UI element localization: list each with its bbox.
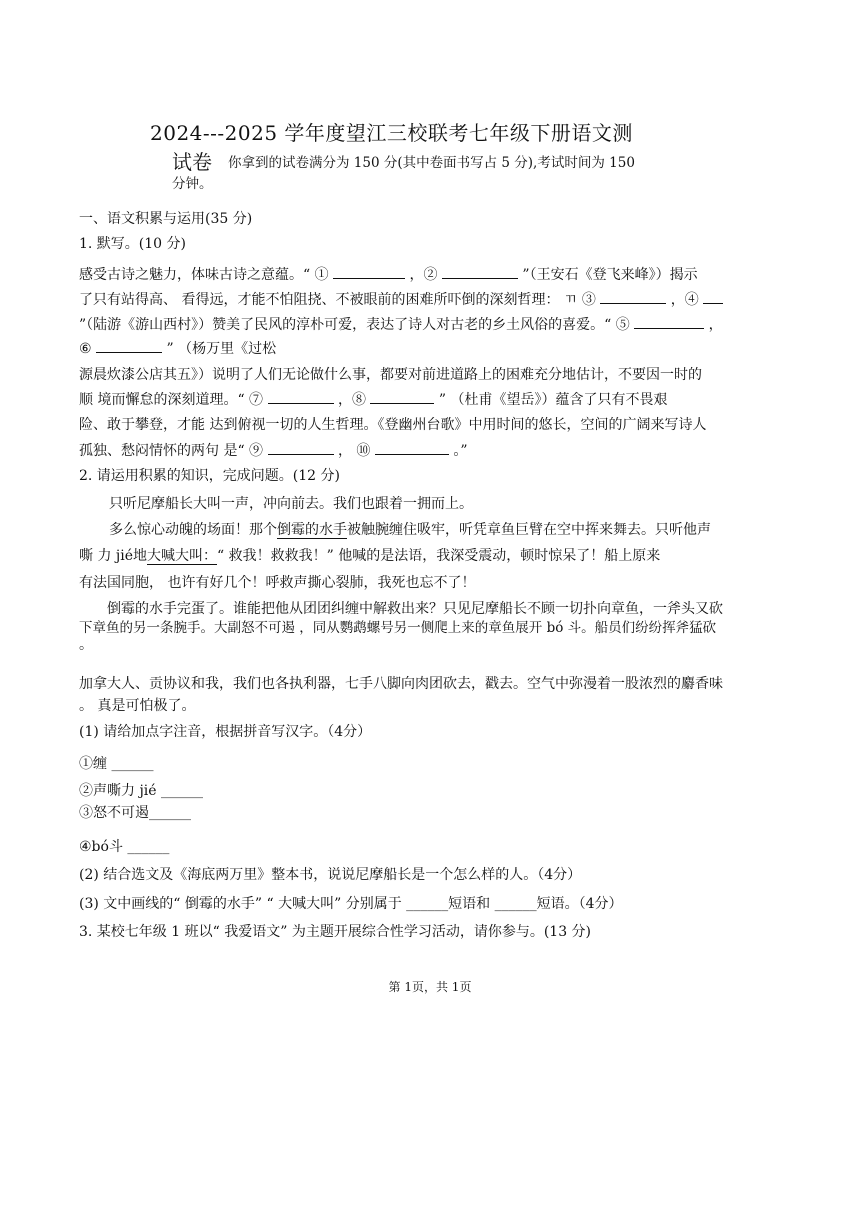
passage-paragraph-3: 倒霉的水手完蛋了。谁能把他从团团纠缠中解救出来？只见尼摩船长不顾一切扑向章鱼，一斧头又砍 [107, 601, 723, 617]
q1-line-4: ⑥ ” （杨万里《过松 [79, 338, 276, 358]
q1-line-1: 感受古诗之魅力，体味古诗之意蕴。“ ① ，② ”（王安石《登飞来峰》）揭示 [79, 264, 698, 284]
exam-intro-continued: 分钟。 [172, 176, 213, 192]
passage-paragraph-4-end: 。 真是可怕极了。 [79, 698, 196, 714]
q1-line-7: 险、敢于攀登，才能 达到俯视一切的人生哲理。《登幽州台歌》中用时间的悠长，空间的广阔来写诗人 [79, 417, 707, 433]
q1-line-8: 孤独、愁闷情怀的两句 是“ ⑨ ， ⑩ 。” [79, 440, 468, 460]
sub-question-2: (2) 结合选文及《海底两万里》整本书，说说尼摩船长是一个怎么样的人。（4分） [79, 867, 582, 883]
sub-question-1-item-2[interactable]: ②声嘶力 jié ______ [79, 783, 204, 799]
passage-paragraph-3-cont: 下章鱼的另一条腕手。大副怒不可遏 ，同从鹦鹉螺号另一侧爬上来的章鱼展开 bó 斗。船员们纷纷挥斧猛砍 [79, 620, 717, 636]
sub-question-1-item-4[interactable]: ④bó斗 ______ [79, 839, 170, 855]
q1-line-3: ”（陆游《游山西村》）赞美了民风的淳朴可爱，表达了诗人对古老的乡土风俗的喜爱。“ ⑤ ， [79, 314, 723, 334]
q1-line-2: 了只有站得高、 看得远，才能不怕阻挠、不被眼前的困难所吓倒的深刻哲理： ㄲ ③ ，④ [79, 289, 723, 309]
answer-blank-1[interactable] [333, 264, 405, 279]
answer-blank-10[interactable] [375, 440, 449, 455]
exam-title-continued: 试卷 [172, 150, 212, 174]
answer-blank-9[interactable] [268, 440, 334, 455]
q1-line-6: 顺 境而懈怠的深刻道理。“ ⑦ ，⑧ ” （杜甫《望岳》）蕴含了只有不畏艰 [79, 389, 667, 409]
passage-paragraph-2-cont: 嘶 力 jié地大喊大叫：“ 救我！救救我！” 他喊的是法语，我深受震动，顿时惊呆了！船上原来 [79, 548, 661, 564]
passage-paragraph-2-end: 有法国同胞， 也许有好几个！呼救声撕心裂肺，我死也忘不了！ [79, 575, 476, 591]
underlined-phrase-1: 倒霉的水手 [277, 522, 347, 538]
answer-blank-4[interactable] [703, 289, 723, 304]
sub-question-1: (1) 请给加点字注音，根据拼音写汉字。（4分） [79, 724, 372, 740]
passage-paragraph-3-end: 。 [79, 637, 93, 653]
answer-blank-6[interactable] [96, 338, 162, 353]
page-footer: 第 1页，共 1页 [388, 980, 472, 994]
section-heading: 一、语文积累与运用(35 分) [79, 211, 253, 227]
answer-blank-3[interactable] [600, 289, 666, 304]
answer-blank-2[interactable] [442, 264, 518, 279]
question-1-heading: 1. 默写。(10 分) [79, 236, 186, 252]
answer-blank-8[interactable] [370, 389, 434, 404]
answer-blank-5[interactable] [634, 314, 704, 329]
question-2-heading: 2. 请运用积累的知识，完成问题。(12 分) [79, 468, 340, 484]
passage-paragraph-2: 多么惊心动魄的场面！那个倒霉的水手被触腕缠住吸牢，听凭章鱼巨臂在空中挥来舞去。只听他声 [109, 522, 711, 538]
sub-question-1-item-3[interactable]: ③怒不可遏______ [79, 805, 191, 821]
exam-title: 2024---2025 学年度望江三校联考七年级下册语文测 [150, 121, 633, 145]
question-3-heading: 3. 某校七年级 1 班以“ 我爱语文” 为主题开展综合性学习活动，请你参与。(13 分) [79, 924, 592, 940]
passage-paragraph-4: 加拿大人、贡协议和我，我们也各执利器，七手八脚向肉团砍去，戳去。空气中弥漫着一股浓烈的麝香味 [79, 676, 723, 692]
q1-line-5: 源晨炊漆公店其五》）说明了人们无论做什么事，都要对前进道路上的困难充分地估计，不要因一时的 [79, 367, 702, 383]
sub-question-3: (3) 文中画线的“ 倒霉的水手” “ 大喊大叫” 分别属于 ______短语和 ______短语。（4分） [79, 896, 623, 912]
exam-intro: 你拿到的试卷满分为 150 分(其中卷面书写占 5 分),考试时间为 150 [228, 155, 635, 171]
underlined-phrase-2: 大喊大叫： [147, 548, 218, 564]
sub-question-1-item-1[interactable]: ①缠 ______ [79, 756, 154, 772]
answer-blank-7[interactable] [268, 389, 334, 404]
passage-paragraph-1: 只听尼摩船长大叫一声，冲向前去。我们也跟着一拥而上。 [109, 496, 473, 512]
